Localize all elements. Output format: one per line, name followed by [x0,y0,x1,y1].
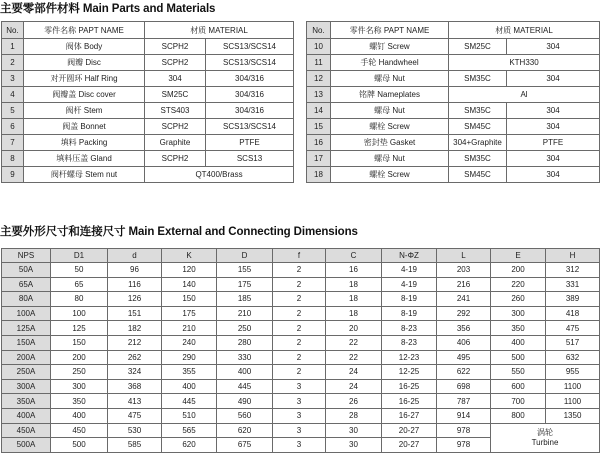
dims-cell: 20 [326,321,382,336]
part-name: 螺母 Nut [331,71,449,87]
dims-cell: 96 [108,263,162,278]
dims-cell: 200 [51,350,108,365]
nps-cell: 500A [2,438,51,453]
part-material-2: 304 [507,39,600,55]
dims-cell: 125 [51,321,108,336]
dims-cell: 150 [162,292,217,307]
dims-cell: 312 [546,263,600,278]
dims-header-11: H [546,249,600,263]
col-no: No. [307,22,331,39]
dims-cell: 400 [491,335,546,350]
part-material-1: SCPH2 [145,151,206,167]
part-material-2: SCS13 [206,151,294,167]
dims-cell: 914 [437,408,491,423]
dims-cell: 530 [108,423,162,438]
dims-cell: 100 [51,306,108,321]
dims-cell: 300 [51,379,108,394]
parts-row [2,71,294,87]
part-name: 阀杆螺母 Stem nut [24,167,145,183]
dims-row [2,365,600,380]
parts-row [2,87,294,103]
dims-cell: 500 [51,438,108,453]
part-number: 5 [2,103,24,119]
dims-cell: 20-27 [382,423,437,438]
parts-row [2,135,294,151]
parts-row [2,151,294,167]
part-material-2: SCS13/SCS14 [206,55,294,71]
dims-cell: 2 [273,350,326,365]
dims-cell: 350 [491,321,546,336]
dims-cell: 200 [491,263,546,278]
dims-row [2,335,600,350]
dims-cell: 80 [51,292,108,307]
dims-cell: 175 [217,277,273,292]
dims-row [2,423,600,438]
dims-cell: 182 [108,321,162,336]
dims-cell: 3 [273,438,326,453]
part-name: 填料 Packing [24,135,145,151]
dims-cell: 978 [437,423,491,438]
dims-cell: 2 [273,365,326,380]
parts-row [307,87,600,103]
parts-header-row [2,22,294,39]
dims-cell: 510 [162,408,217,423]
dims-cell: 4-19 [382,277,437,292]
dims-cell: 175 [162,306,217,321]
part-material-2: 304/316 [206,71,294,87]
dims-heading: 主要外形尺寸和连接尺寸 Main External and Connecting Dimensions [0,226,358,238]
parts-row [307,55,600,71]
dims-cell: 12-23 [382,350,437,365]
dims-cell: 565 [162,423,217,438]
dims-cell: 185 [217,292,273,307]
parts-row [307,135,600,151]
part-name: 螺钉 Screw [331,39,449,55]
dims-cell: 787 [437,394,491,409]
dims-cell: 355 [162,365,217,380]
part-material-2: 304 [507,71,600,87]
dims-cell: 389 [546,292,600,307]
part-number: 8 [2,151,24,167]
dims-cell: 18 [326,306,382,321]
col-material: 材质 MATERIAL [145,22,294,39]
part-material-2: PTFE [206,135,294,151]
part-number: 17 [307,151,331,167]
part-material-1: SM25C [145,87,206,103]
dims-header-3: d [108,249,162,263]
dims-cell: 220 [491,277,546,292]
part-material-1: SM35C [449,151,507,167]
part-number: 2 [2,55,24,71]
nps-cell: 250A [2,365,51,380]
dims-header-row [2,249,600,263]
nps-cell: 300A [2,379,51,394]
parts-row [307,39,600,55]
part-name: 阀体 Body [24,39,145,55]
dims-cell: 418 [546,306,600,321]
part-material-1: SM25C [449,39,507,55]
dims-cell: 22 [326,350,382,365]
dims-cell: 698 [437,379,491,394]
part-material-1: SM35C [449,71,507,87]
dims-header-7: C [326,249,382,263]
part-name: 螺栓 Screw [331,167,449,183]
dims-header-2: D1 [51,249,108,263]
parts-row [307,167,600,183]
nps-cell: 450A [2,423,51,438]
col-part-name: 零件名称 PAPT NAME [24,22,145,39]
part-material-2: PTFE [507,135,600,151]
dims-cell: 400 [217,365,273,380]
dims-cell: 331 [546,277,600,292]
dims-cell: 1100 [546,379,600,394]
nps-cell: 100A [2,306,51,321]
dims-cell: 2 [273,292,326,307]
parts-row [307,119,600,135]
dims-header-4: K [162,249,217,263]
dims-header-6: f [273,249,326,263]
dims-cell: 260 [491,292,546,307]
dims-cell: 50 [51,263,108,278]
dims-row [2,394,600,409]
dims-cell: 324 [108,365,162,380]
dims-header-1: NPS [2,249,51,263]
dims-cell: 2 [273,263,326,278]
part-name: 螺栓 Screw [331,119,449,135]
dims-cell: 406 [437,335,491,350]
dims-header-8: N-ΦZ [382,249,437,263]
dims-cell: 16 [326,263,382,278]
turbine-cell [491,423,600,452]
dims-cell: 212 [108,335,162,350]
parts-row [307,71,600,87]
dims-cell: 475 [546,321,600,336]
dims-row [2,277,600,292]
dims-cell: 495 [437,350,491,365]
dims-cell: 250 [51,365,108,380]
col-no: No. [2,22,24,39]
dims-cell: 216 [437,277,491,292]
dims-cell: 210 [217,306,273,321]
dims-cell: 622 [437,365,491,380]
dims-cell: 300 [491,306,546,321]
part-material-1: 304+Graphite [449,135,507,151]
dims-cell: 18 [326,292,382,307]
dims-cell: 1100 [546,394,600,409]
dims-cell: 978 [437,438,491,453]
dims-cell: 560 [217,408,273,423]
part-name: 密封垫 Gasket [331,135,449,151]
dims-cell: 241 [437,292,491,307]
dims-cell: 126 [108,292,162,307]
dims-cell: 280 [217,335,273,350]
dims-cell: 116 [108,277,162,292]
dims-cell: 26 [326,394,382,409]
dims-cell: 356 [437,321,491,336]
dims-cell: 400 [51,408,108,423]
dimensions-table [1,248,600,453]
parts-row [2,167,294,183]
part-name: 填料压盖 Gland [24,151,145,167]
part-material-2: SCS13/SCS14 [206,119,294,135]
part-number: 6 [2,119,24,135]
dims-row [2,321,600,336]
part-material-2: 304 [507,103,600,119]
turbine-label-cn: 涡轮 [537,427,553,437]
parts-row [2,55,294,71]
part-number: 14 [307,103,331,119]
part-number: 7 [2,135,24,151]
turbine-label-en: Turbine [531,437,559,447]
parts-row [2,103,294,119]
part-material-2: 304 [507,119,600,135]
dims-cell: 632 [546,350,600,365]
dims-cell: 24 [326,379,382,394]
part-name: 阀杆 Stem [24,103,145,119]
dims-cell: 330 [217,350,273,365]
dims-cell: 16-25 [382,394,437,409]
parts-row [307,151,600,167]
dims-cell: 350 [51,394,108,409]
parts-heading: 主要零部件材料 Main Parts and Materials [0,3,216,15]
dims-cell: 8-19 [382,306,437,321]
dims-row [2,408,600,423]
dims-cell: 2 [273,277,326,292]
part-number: 16 [307,135,331,151]
part-name: 螺母 Nut [331,151,449,167]
parts-right-body [307,39,600,183]
dims-cell: 16-25 [382,379,437,394]
part-number: 15 [307,119,331,135]
dims-cell: 290 [162,350,217,365]
part-material-2: SCS13/SCS14 [206,39,294,55]
part-number: 4 [2,87,24,103]
dims-row [2,379,600,394]
part-material-2: 304 [507,151,600,167]
parts-row [2,119,294,135]
nps-cell: 150A [2,335,51,350]
parts-table-left [1,21,294,183]
dims-cell: 490 [217,394,273,409]
dims-cell: 151 [108,306,162,321]
dims-cell: 16-27 [382,408,437,423]
part-name: 阀瓣盖 Disc cover [24,87,145,103]
part-material-1: STS403 [145,103,206,119]
part-material: Al [449,87,600,103]
part-material: QT400/Brass [145,167,294,183]
dims-row [2,350,600,365]
dims-header-5: D [217,249,273,263]
dims-cell: 675 [217,438,273,453]
nps-cell: 125A [2,321,51,336]
dims-cell: 155 [217,263,273,278]
dims-row [2,292,600,307]
dims-body [2,263,600,453]
part-material-1: SCPH2 [145,55,206,71]
dims-cell: 620 [217,423,273,438]
dims-header-10: E [491,249,546,263]
dims-cell: 450 [51,423,108,438]
part-number: 1 [2,39,24,55]
dims-cell: 3 [273,379,326,394]
dims-cell: 262 [108,350,162,365]
dims-cell: 4-19 [382,263,437,278]
dims-cell: 3 [273,394,326,409]
dims-cell: 8-23 [382,321,437,336]
part-name: 铭牌 Nameplates [331,87,449,103]
dims-cell: 517 [546,335,600,350]
dims-cell: 292 [437,306,491,321]
dims-cell: 20-27 [382,438,437,453]
dims-cell: 3 [273,408,326,423]
dims-cell: 500 [491,350,546,365]
dims-cell: 620 [162,438,217,453]
dims-cell: 2 [273,335,326,350]
part-name: 螺母 Nut [331,103,449,119]
dims-cell: 8-19 [382,292,437,307]
part-material-1: SCPH2 [145,39,206,55]
part-material-1: Graphite [145,135,206,151]
dims-cell: 2 [273,321,326,336]
parts-header-row [307,22,600,39]
part-number: 13 [307,87,331,103]
dims-cell: 550 [491,365,546,380]
nps-cell: 400A [2,408,51,423]
dims-cell: 22 [326,335,382,350]
parts-row [2,39,294,55]
part-number: 12 [307,71,331,87]
dims-cell: 3 [273,423,326,438]
dims-cell: 12-25 [382,365,437,380]
parts-table-right [306,21,600,183]
part-name: 对开圆环 Half Ring [24,71,145,87]
dims-cell: 400 [162,379,217,394]
part-material-1: SM45C [449,167,507,183]
dims-cell: 240 [162,335,217,350]
dims-cell: 8-23 [382,335,437,350]
dims-cell: 445 [217,379,273,394]
part-number: 18 [307,167,331,183]
nps-cell: 200A [2,350,51,365]
dims-cell: 150 [51,335,108,350]
part-material-2: 304/316 [206,87,294,103]
part-material-2: 304 [507,167,600,183]
dims-cell: 413 [108,394,162,409]
dims-cell: 955 [546,365,600,380]
nps-cell: 50A [2,263,51,278]
dims-cell: 250 [217,321,273,336]
part-number: 3 [2,71,24,87]
dims-cell: 800 [491,408,546,423]
part-number: 11 [307,55,331,71]
nps-cell: 350A [2,394,51,409]
dims-cell: 120 [162,263,217,278]
dims-cell: 210 [162,321,217,336]
col-part-name: 零件名称 PAPT NAME [331,22,449,39]
dims-row [2,263,600,278]
part-material-1: SM45C [449,119,507,135]
part-number: 9 [2,167,24,183]
dims-cell: 28 [326,408,382,423]
dims-cell: 24 [326,365,382,380]
dims-cell: 1350 [546,408,600,423]
dims-cell: 585 [108,438,162,453]
part-name: 阀盖 Bonnet [24,119,145,135]
dims-row [2,306,600,321]
dims-cell: 600 [491,379,546,394]
dims-cell: 445 [162,394,217,409]
dims-cell: 368 [108,379,162,394]
dims-cell: 65 [51,277,108,292]
part-material-1: SCPH2 [145,119,206,135]
nps-cell: 65A [2,277,51,292]
parts-left-body [2,39,294,183]
dims-cell: 30 [326,438,382,453]
dims-cell: 203 [437,263,491,278]
part-material-2: 304/316 [206,103,294,119]
part-material-1: SM35C [449,103,507,119]
dims-cell: 140 [162,277,217,292]
nps-cell: 80A [2,292,51,307]
parts-row [307,103,600,119]
dims-header-9: L [437,249,491,263]
part-material: KTH330 [449,55,600,71]
dims-cell: 18 [326,277,382,292]
dims-cell: 475 [108,408,162,423]
col-material: 材质 MATERIAL [449,22,600,39]
dims-cell: 700 [491,394,546,409]
dims-cell: 30 [326,423,382,438]
part-name: 阀瓣 Disc [24,55,145,71]
part-number: 10 [307,39,331,55]
dims-cell: 2 [273,306,326,321]
part-material-1: 304 [145,71,206,87]
part-name: 手轮 Handwheel [331,55,449,71]
